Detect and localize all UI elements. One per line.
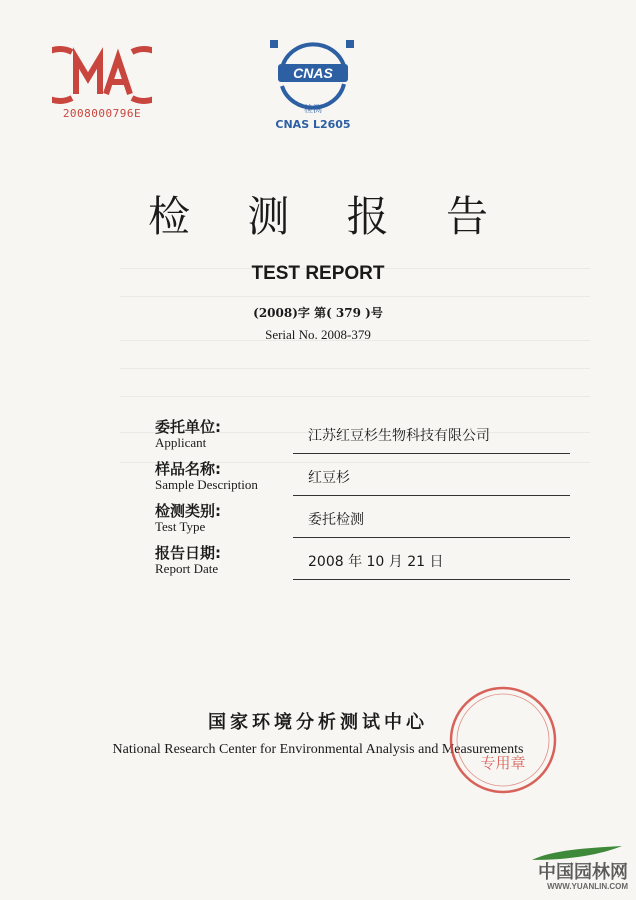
report-fields [155,412,570,580]
field-label-en: Applicant [155,435,207,450]
watermark-url: WWW.YUANLIN.COM [547,882,628,891]
field-value: 委托检测 [308,512,364,528]
stamp-text: 专用章 [480,754,526,772]
cma-number: 2008000796E [62,107,142,120]
cnas-sub-label: 检测 [303,105,323,115]
cma-logo [52,46,152,120]
field-label-en: Report Date [155,561,219,576]
cnas-wordmark: CNAS [293,65,333,81]
report-title: 检 测 报 告 [147,192,511,241]
cnas-mark-icon [268,38,358,118]
field-test-type [155,496,570,538]
serial-number-en: Serial No. 2008-379 [265,327,371,342]
field-applicant [155,412,570,454]
field-value: 2008 年 10 月 21 日 [308,554,444,570]
field-label-en: Sample Description [155,477,258,492]
field-label-en: Test Type [155,519,206,534]
field-report-date [155,538,570,580]
field-underline [293,579,570,580]
cma-mark-icon [52,46,152,104]
stamp-seal-icon [445,682,561,798]
field-value: 江苏红豆杉生物科技有限公司 [308,428,490,444]
field-sample-description [155,454,570,496]
field-label-cn: 样品名称: [155,460,221,478]
cnas-logo [268,38,358,134]
report-subtitle: TEST REPORT [251,263,385,284]
site-watermark [518,846,628,892]
official-stamp [445,682,561,798]
field-label-cn: 报告日期: [155,544,221,562]
issuer-name-en: National Research Center for Environmental Analysis and Measurements [112,742,524,757]
field-value: 红豆杉 [308,470,350,486]
field-label-cn: 检测类别: [155,502,221,520]
issuer-name-cn: 国家环境分析测试中心 [208,712,428,733]
serial-number-cn: (2008)字 第( 379 )号 [253,306,383,320]
watermark-name: 中国园林网 [538,862,628,883]
cnas-code: CNAS L2605 [275,118,351,131]
field-label-cn: 委托单位: [155,418,221,436]
